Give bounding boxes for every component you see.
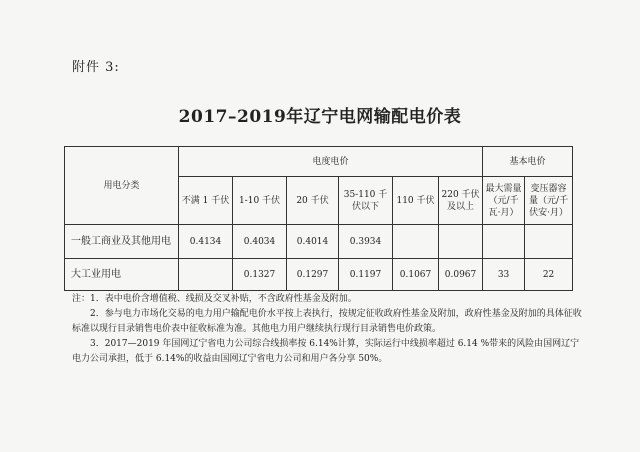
price-cell: 0.4134 [179,225,233,259]
note-3: 3．2017—2019 年国网辽宁省电力公司综合线损率按 6.14%计算，实际运行中线损率超过 6.14 %带来的风险由国网辽宁电力公司承担，低于 6.14%的收益由国网辽宁省电力公司和用户各分享 50%。 [72,339,580,364]
price-cell [439,225,483,259]
page-title: 2017–2019年辽宁电网输配电价表 [178,107,462,127]
price-cell [393,225,439,259]
basic-cell: 33 [483,259,525,291]
price-cell: 0.1197 [339,259,393,291]
row-category: 一般工商业及其他用电 [65,225,179,259]
price-cell: 0.1327 [233,259,287,291]
price-cell: 0.4014 [287,225,339,259]
attachment-label: 附件 3: [72,60,120,75]
level-header: 110 千伏 [393,177,439,225]
notes [72,292,582,367]
table-row [65,225,573,259]
table-row [65,259,573,291]
level-header: 不满 1 千伏 [179,177,233,225]
level-header: 35-110 千伏以下 [339,177,393,225]
level-header: 20 千伏 [287,177,339,225]
price-cell: 0.4034 [233,225,287,259]
basic-price-header: 基本电价 [483,147,573,177]
basic-col-header: 最大需量（元/千瓦·月） [483,177,525,225]
basic-cell: 22 [525,259,573,291]
level-header: 220 千伏及以上 [439,177,483,225]
basic-col-header: 变压器容量（元/千伏安·月） [525,177,573,225]
table-header-row [65,147,573,177]
energy-price-header: 电度电价 [179,147,483,177]
basic-cell [525,225,573,259]
price-cell: 0.1297 [287,259,339,291]
row-category: 大工业用电 [65,259,179,291]
price-cell: 0.1067 [393,259,439,291]
price-cell: 0.3934 [339,225,393,259]
price-cell [179,259,233,291]
level-header: 1-10 千伏 [233,177,287,225]
note-1: 注：1．表中电价含增值税、线损及交叉补贴，不含政府性基金及附加。 [72,294,357,304]
note-2: 2．参与电力市场化交易的电力用户输配电价水平按上表执行，按规定征收政府性基金及附加，政府性基金及附加的具体征收标准以现行目录销售电价表中征收标准为准。其他电力用户继续执行现行目录销售电价政策。 [72,309,582,334]
price-table [64,146,573,291]
category-header: 用电分类 [65,147,179,225]
basic-cell [483,225,525,259]
price-cell: 0.0967 [439,259,483,291]
